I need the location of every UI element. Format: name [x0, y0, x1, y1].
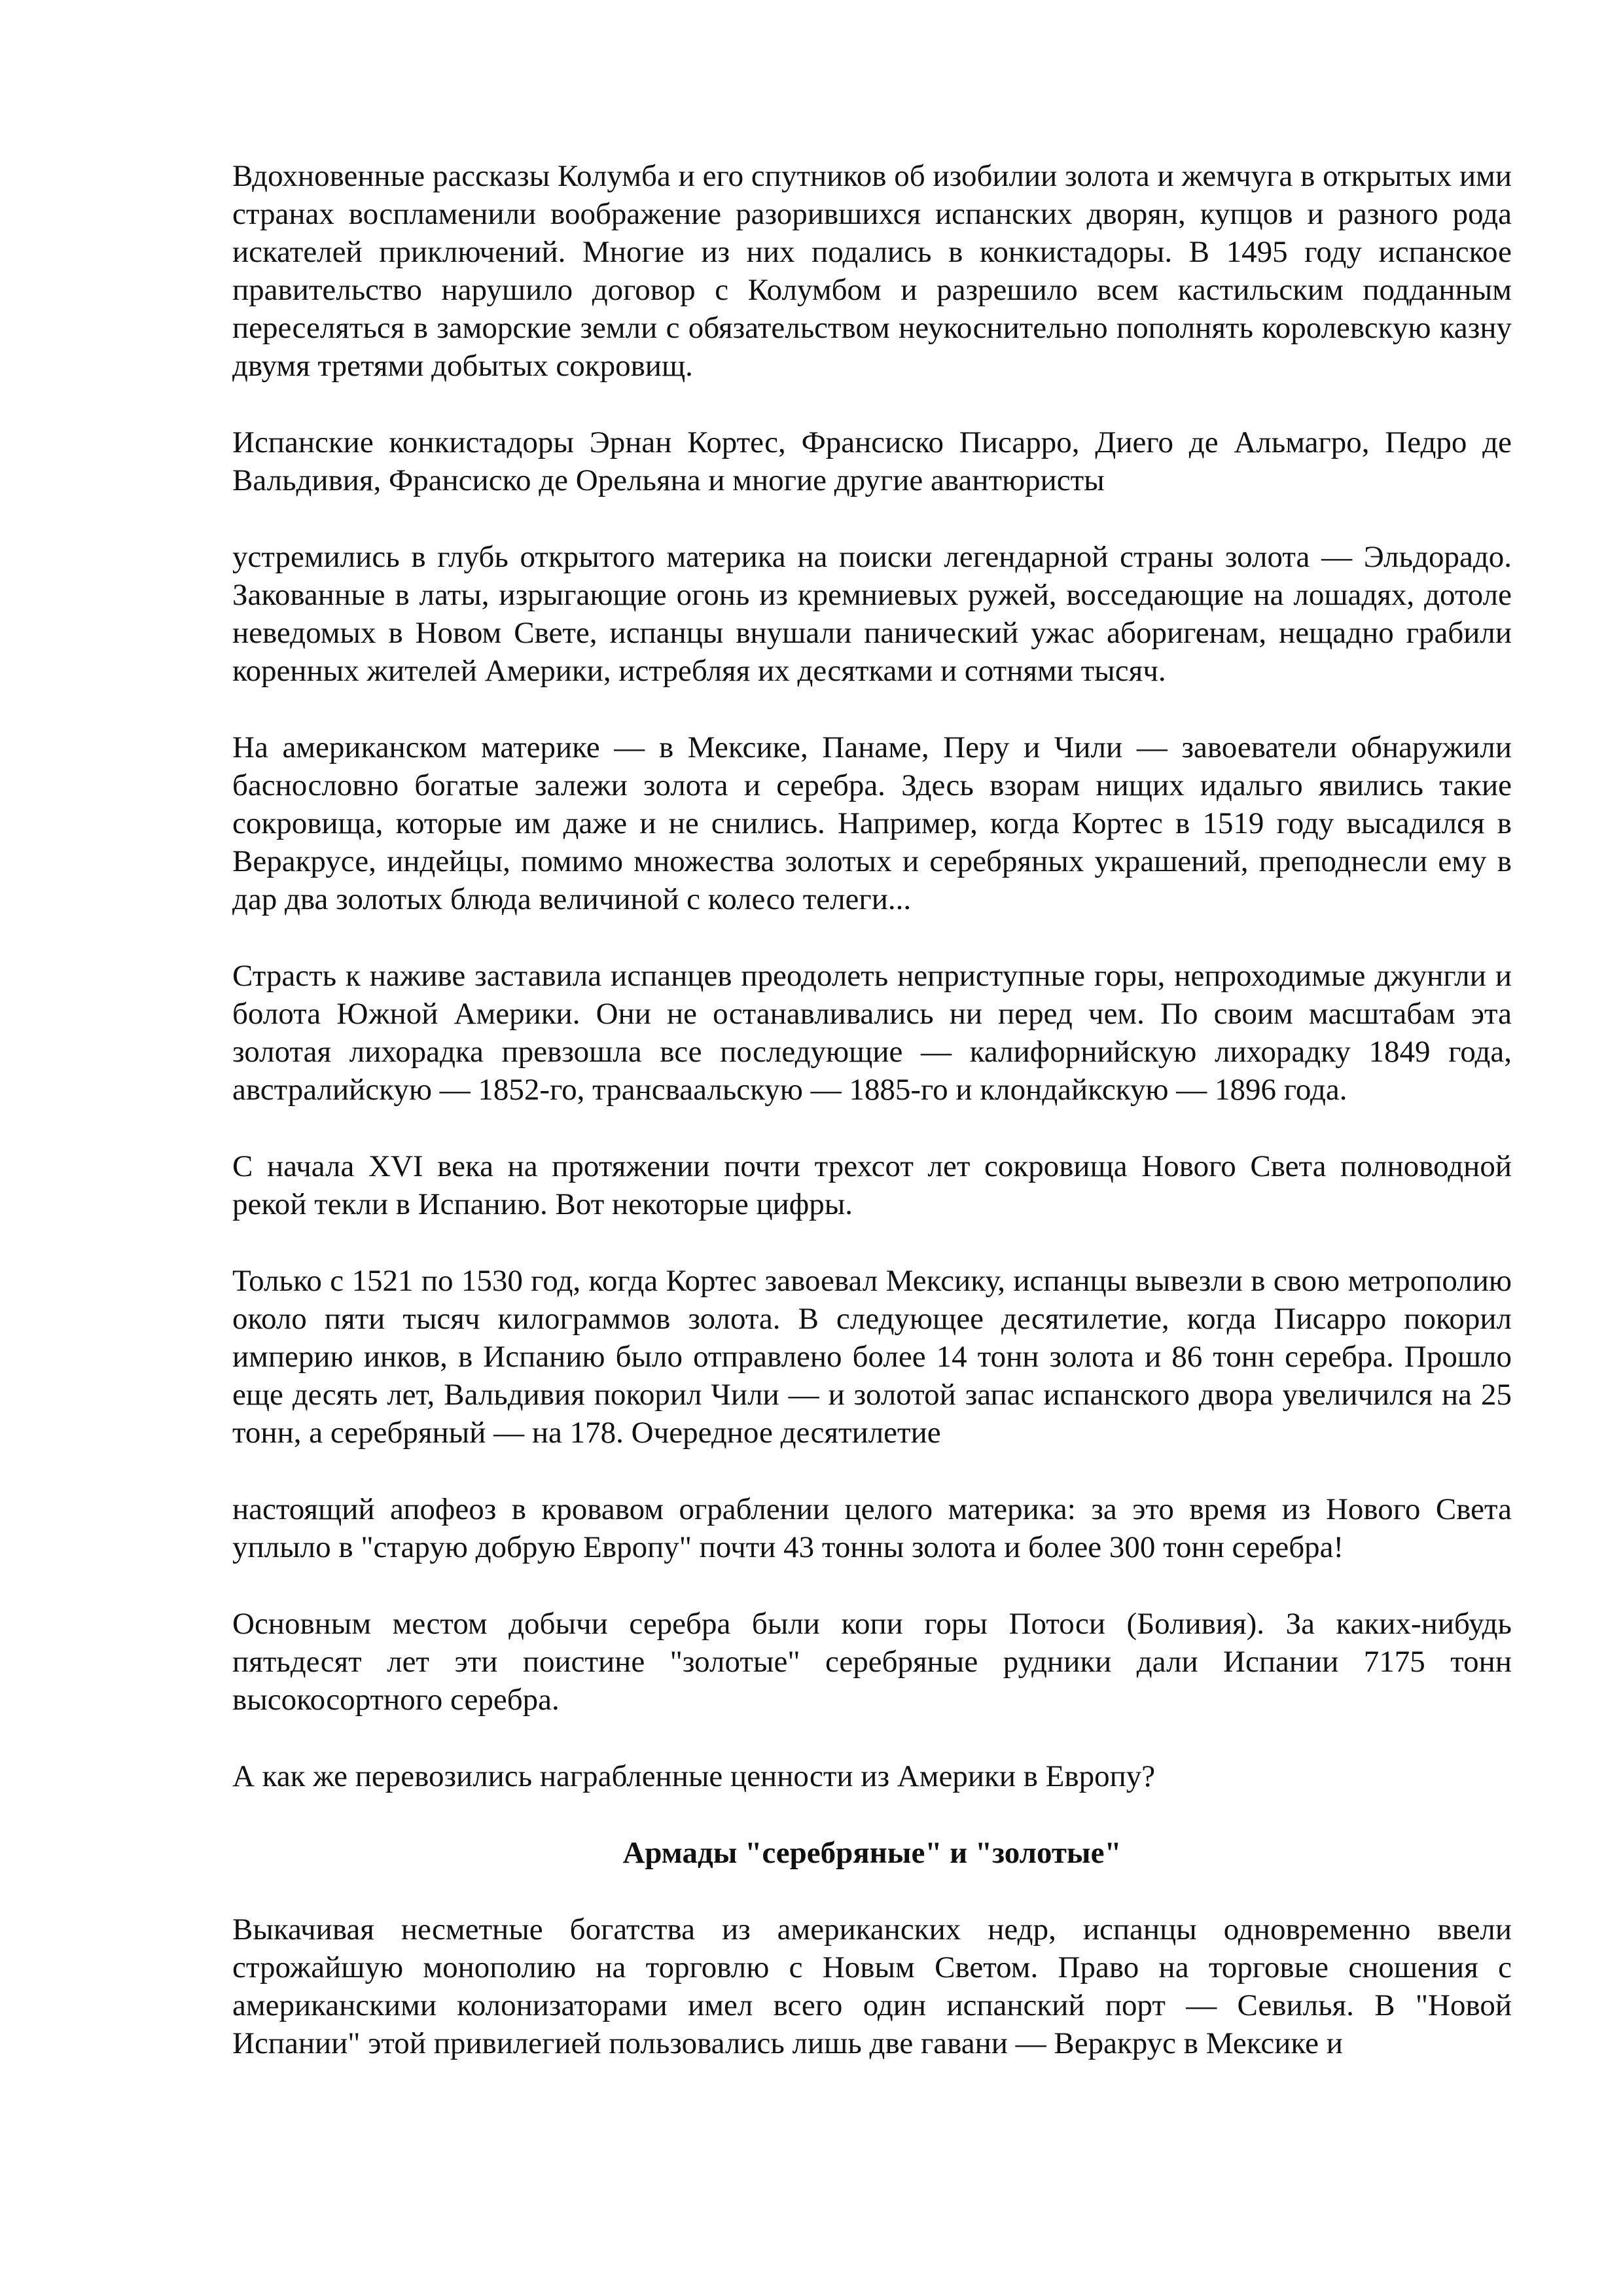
paragraph-eldorado: устремились в глубь открытого материка на поиски легендарной страны золота — Эльдорадо. Закованные в латы, изрыгающие огонь из кремниевых ружей, восседающие на лошадях, дотоле неведомых в Новом Свете, испанцы внушали панический ужас аборигенам, нещадно грабили коренных жителей Америки, истребляя их десятками и сотнями тысяч. [232, 540, 1512, 688]
paragraph-potosi: Основным местом добычи серебра были копи горы Потоси (Боливия). За каких-нибудь пятьдесят лет эти поистине "золотые" серебряные рудники дали Испании 7175 тонн высокосортного серебра. [232, 1607, 1512, 1717]
document-page [232, 157, 1512, 2062]
paragraph-figures: Только с 1521 по 1530 год, когда Кортес завоевал Мексику, испанцы вывезли в свою метрополию около пяти тысяч килограммов золота. В следующее десятилетие, когда Писарро покорил империю инков, в Испанию было отправлено более 14 тонн золота и 86 тонн серебра. Прошло еще десять лет, Вальдивия покорил Чили — и золотой запас испанского двора увеличился на 25 тонн, а серебряный — на 178. Очередное десятилетие [232, 1264, 1512, 1450]
paragraph-xvi-century: С начала XVI века на протяжении почти трехсот лет сокровища Нового Света полноводной рекой текли в Испанию. Вот некоторые цифры. [232, 1149, 1512, 1221]
section-heading: Армады "серебряные" и "золотые" [622, 1836, 1122, 1870]
paragraph-american-continent: На американском материке — в Мексике, Панаме, Перу и Чили — завоеватели обнаружили баснословно богатые залежи золота и серебра. Здесь взорам нищих идальго явились такие сокровища, которые им даже и не снились. Например, когда Кортес в 1519 году высадился в Веракрусе, индейцы, помимо множества золотых и серебряных украшений, преподнесли ему в дар два золотых блюда величиной с колесо телеги... [232, 730, 1512, 916]
paragraph-gold-rush: Страсть к наживе заставила испанцев преодолеть неприступные горы, непроходимые джунгли и болота Южной Америки. Они не останавливались ни перед чем. По своим масштабам эта золотая лихорадка превзошла все последующие — калифорнийскую лихорадку 1849 года, австралийскую — 1852-го, трансваальскую — 1885-го и клондайкскую — 1896 года. [232, 959, 1512, 1107]
paragraph-question: А как же перевозились награбленные ценности из Америки в Европу? [232, 1759, 1156, 1793]
paragraph-columbus: Вдохновенные рассказы Колумба и его спутников об изобилии золота и жемчуга в открытых ими странах воспламенили воображение разорившихся испанских дворян, купцов и разного рода искателей приключений. Многие из них подались в конкистадоры. В 1495 году испанское правительство нарушило договор с Колумбом и разрешило всем кастильским подданным переселяться в заморские земли с обязательством неукоснительно пополнять королевскую казну двумя третями добытых сокровищ. [232, 159, 1512, 383]
paragraph-monopoly: Выкачивая несметные богатства из американских недр, испанцы одновременно ввели строжайшую монополию на торговлю с Новым Светом. Право на торговые сношения с американскими колонизаторами имел всего один испанский порт — Севилья. В "Новой Испании" этой привилегией пользовались лишь две гавани — Веракрус в Мексике и [232, 1912, 1512, 2060]
paragraph-conquistadors: Испанские конкистадоры Эрнан Кортес, Франсиско Писарро, Диего де Альмагро, Педро де Вальдивия, Франсиско де Орельяна и многие другие авантюристы [232, 425, 1512, 497]
paragraph-apotheosis: настоящий апофеоз в кровавом ограблении целого материка: за это время из Нового Света уплыло в "старую добрую Европу" почти 43 тонны золота и более 300 тонн серебра! [232, 1492, 1512, 1564]
